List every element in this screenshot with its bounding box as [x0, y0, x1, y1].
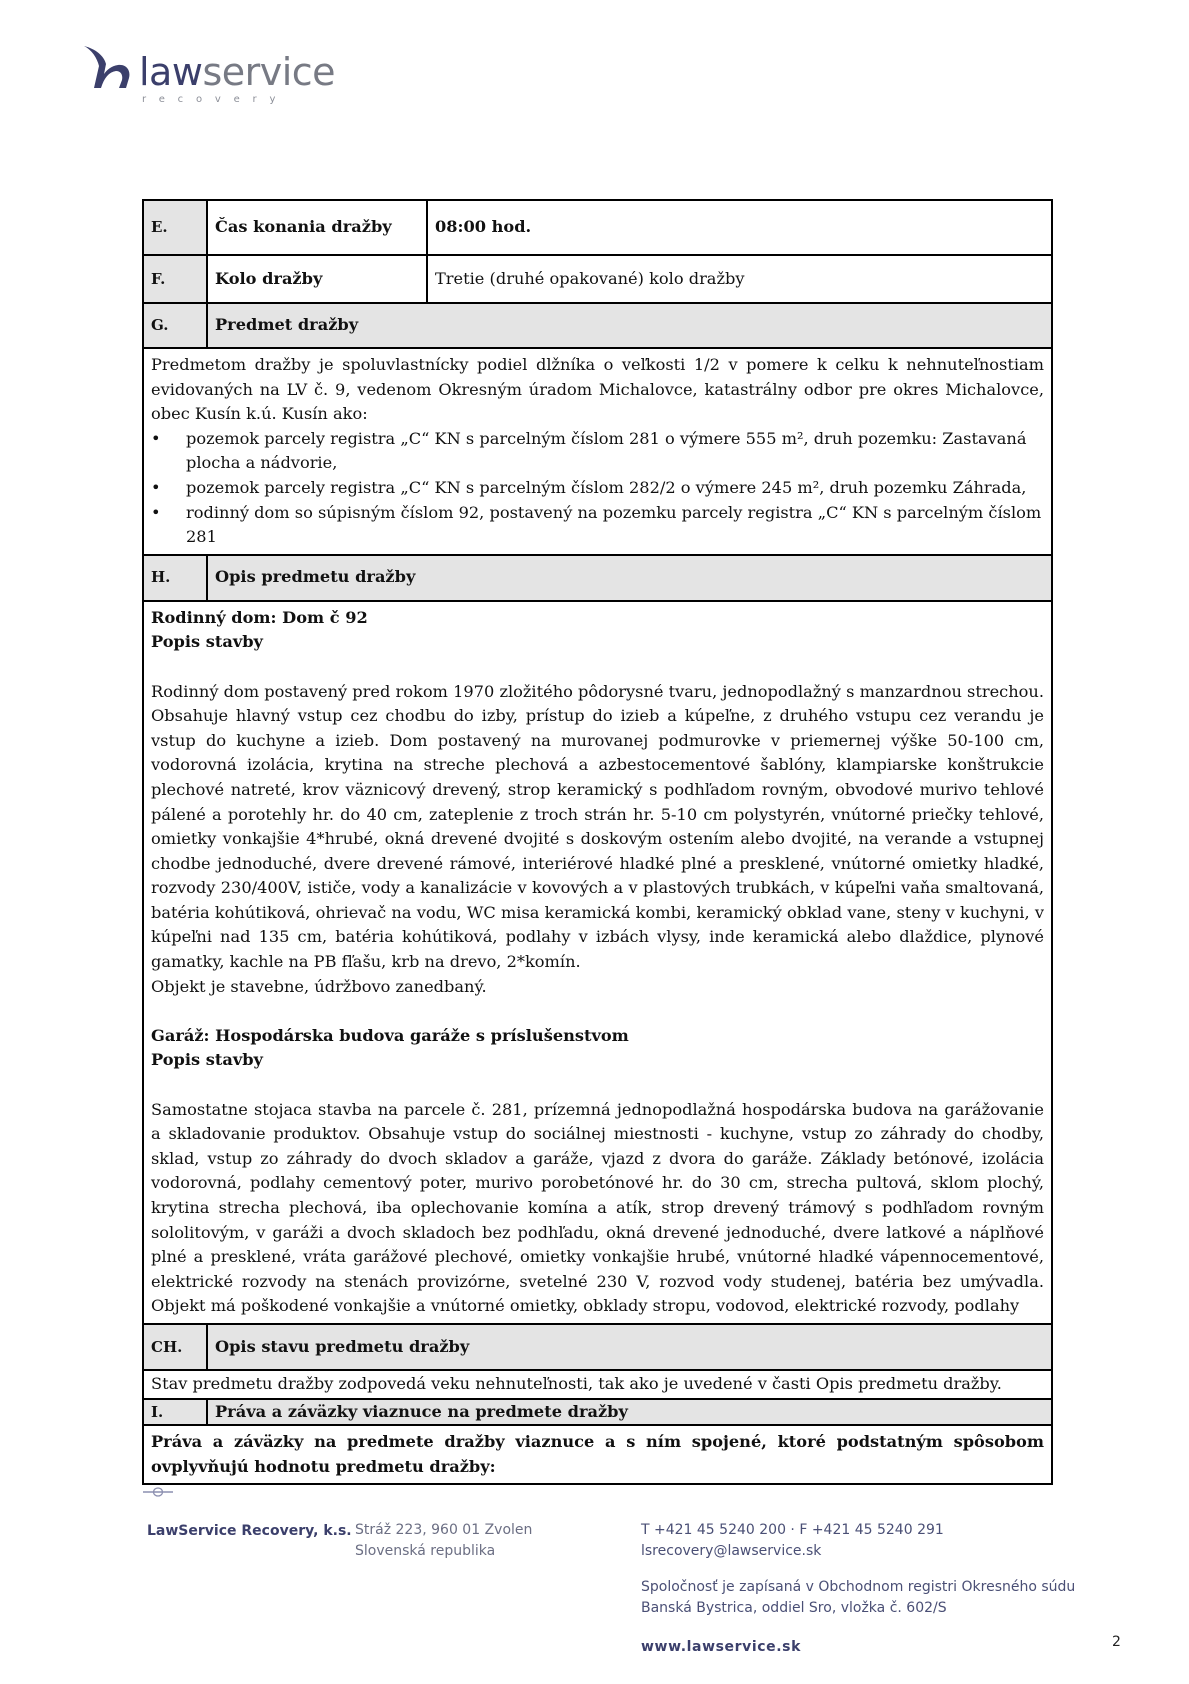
- footer-registry-line2: Banská Bystrica, oddiel Sro, vložka č. 602/S: [641, 1600, 947, 1616]
- section-code: G.: [143, 303, 207, 348]
- section-code: F.: [143, 255, 207, 303]
- subject-list: [151, 427, 1044, 550]
- list-item: • pozemok parcely registra „C“ KN s parcelným číslom 282/2 o výmere 245 m², druh pozemku Záhrada,: [151, 476, 1044, 501]
- row-h-header: [143, 555, 1052, 601]
- row-g-content: [143, 348, 1052, 555]
- row-i-header: [143, 1399, 1052, 1426]
- company-logo: [82, 44, 336, 110]
- footer-address-line2: Slovenská republika: [355, 1543, 496, 1559]
- auction-subject-content: [143, 348, 1052, 555]
- auction-round-value: Tretie (druhé opakované) kolo dražby: [427, 255, 1052, 303]
- auction-time-value: 08:00 hod.: [427, 200, 1052, 255]
- footer-email[interactable]: lsrecovery@lawservice.sk: [641, 1543, 822, 1559]
- logo-tagline: recovery: [142, 94, 289, 105]
- logo-wordmark-primary: law: [139, 50, 203, 94]
- row-ch-content: [143, 1370, 1052, 1399]
- footer-address-line1: Stráž 223, 960 01 Zvolen: [355, 1522, 533, 1538]
- logo-wordmark: [139, 50, 335, 94]
- row-e: [143, 200, 1052, 255]
- footer-contact: [641, 1520, 944, 1562]
- house-subtitle: Popis stavby: [151, 632, 263, 652]
- footer-website-link[interactable]: www.lawservice.sk: [641, 1639, 802, 1655]
- house-description: Rodinný dom postavený pred rokom 1970 zložitého pôdorysné tvaru, jednopodlažný s manzardnou strechou. Obsahuje hlavný vstup cez chodbu do izby, prístup do izieb a kúpeľne, z druhého vstupu cez verandu je vstup do kuchyne a izieb. Dom postavený na murovanej podmurovke v priemernej výške 50-100 cm, vodorovná izolácia, krytina na streche plechová a azbestocementové šablóny, klampiarske konštrukcie plechové natreté, krov väznicový drevený, strop keramický s podhľadom rovným, obvodové murivo tehlové pálené a porotehly hr. do 40 cm, zateplenie z troch strán hr. 5-10 cm polystyrén, vnútorné priečky tehlové, omietky vonkajšie 4*hrubé, okná drevené dvojité s doskovým ostením alebo dvojité, na verande a vstupnej chodbe jednoduché, dvere drevené rámové, interiérové hladké plné a presklené, vnútorné omietky hladké, rozvody 230/400V, ističe, vody a kanalizácie v kovových a v plastových trubkách, v kúpeľni vaňa smaltovaná, batéria kohútiková, ohrievač na vodu, WC misa keramická kombi, keramický obklad vane, steny v kuchyni, v kúpeľni nad 135 cm, batéria kohútiková, podlahy v izbách vlysy, inde keramická alebo dlaždice, plynové gamatky, kachle na PB fľašu, krb na drevo, 2*komín.: [151, 681, 1044, 972]
- logo-wordmark-secondary: service: [202, 50, 336, 94]
- list-item: • rodinný dom so súpisným číslom 92, postavený na pozemku parcely registra „C“ KN s parcelným číslom 281: [151, 501, 1044, 550]
- section-code: CH.: [143, 1324, 207, 1370]
- auction-details-table: [142, 199, 1053, 1485]
- section-code: I.: [143, 1399, 207, 1426]
- list-item: • pozemok parcely registra „C“ KN s parcelným číslom 281 o výmere 555 m², druh pozemku: Zastavaná plocha a nádvorie,: [151, 427, 1044, 476]
- section-code: H.: [143, 555, 207, 601]
- logo-mark-icon: [82, 44, 132, 96]
- rights-obligations-paragraph: Práva a záväzky na predmete dražby viaznuce a s ním spojené, ktoré podstatným spôsobom ovplyvňujú hodnotu predmetu dražby:: [151, 1432, 1044, 1476]
- subject-description-content: [143, 601, 1052, 1324]
- row-ch-header: [143, 1324, 1052, 1370]
- subject-intro: Predmetom dražby je spoluvlastnícky podiel dlžníka o veľkosti 1/2 v pomere k celku k nehnuteľnostiam evidovaných na LV č. 9, vedenom Okresným úradom Michalovce, katastrálny odbor pre okres Michalovce, obec Kusín k.ú. Kusín ako:: [151, 355, 1044, 424]
- garage-subtitle: Popis stavby: [151, 1050, 263, 1070]
- house-title: Rodinný dom: Dom č 92: [151, 607, 368, 627]
- house-state: Objekt je stavebne, údržbovo zanedbaný.: [151, 976, 487, 996]
- footer-registry: [641, 1577, 1075, 1619]
- row-i-content: [143, 1425, 1052, 1484]
- subject-state-text: Stav predmetu dražby zodpovedá veku nehnuteľnosti, tak ako je uvedené v časti Opis predmetu dražby.: [143, 1370, 1052, 1399]
- footer-address: [355, 1520, 532, 1562]
- footer-phones: T +421 45 5240 200 · F +421 45 5240 291: [641, 1522, 944, 1538]
- garage-title: Garáž: Hospodárska budova garáže s príslušenstvom: [151, 1025, 629, 1045]
- section-label: Čas konania dražby: [207, 200, 427, 255]
- section-label: Kolo dražby: [207, 255, 427, 303]
- footer-company: LawService Recovery, k.s.: [147, 1523, 352, 1539]
- section-label: Opis stavu predmetu dražby: [207, 1324, 1052, 1370]
- footer-registry-line1: Spoločnosť je zapísaná v Obchodnom registri Okresného súdu: [641, 1579, 1076, 1595]
- section-label: Práva a záväzky viaznuce na predmete dražby: [207, 1399, 1052, 1426]
- rights-obligations-text: [143, 1425, 1052, 1484]
- section-label: Predmet dražby: [207, 303, 1052, 348]
- garage-description: Samostatne stojaca stavba na parcele č. 281, prízemná jednopodlažná hospodárska budova na garážovanie a skladovanie produktov. Obsahuje vstup do sociálnej miestnosti - kuchyne, vstup zo záhrady do chodby, sklad, vstup zo záhrady do dvoch skladov a garáže, vjazd z dvora do garáže. Základy betónové, izolácia vodorovná, podlahy cementový poter, murivo porobetónové hr. do 30 cm, strecha pultová, sklom plochý, krytina strecha plechová, iba oplechovanie komína a atík, strop drevený trámový s podhľadom rovným sololitovým, v garáži a dvoch skladoch bez podhľadu, okná drevené jednoduché, dvere latkové a náplňové plné a presklené, vráta garážové plechové, omietky vonkajšie hrubé, vnútorné hladké vápennocementové, elektrické rozvody na stenách provizórne, svetelné 230 V, rozvod vody studenej, batéria bez umývadla. Objekt má poškodené vonkajšie a vnútorné omietky, obklady stropu, vodovod, elektrické rozvody, podlahy: [151, 1099, 1044, 1316]
- footer-mark-icon: [143, 1486, 173, 1498]
- section-code: E.: [143, 200, 207, 255]
- row-g-header: [143, 303, 1052, 348]
- row-h-content: [143, 601, 1052, 1324]
- section-label: Opis predmetu dražby: [207, 555, 1052, 601]
- row-f: [143, 255, 1052, 303]
- page-number: 2: [1112, 1634, 1121, 1650]
